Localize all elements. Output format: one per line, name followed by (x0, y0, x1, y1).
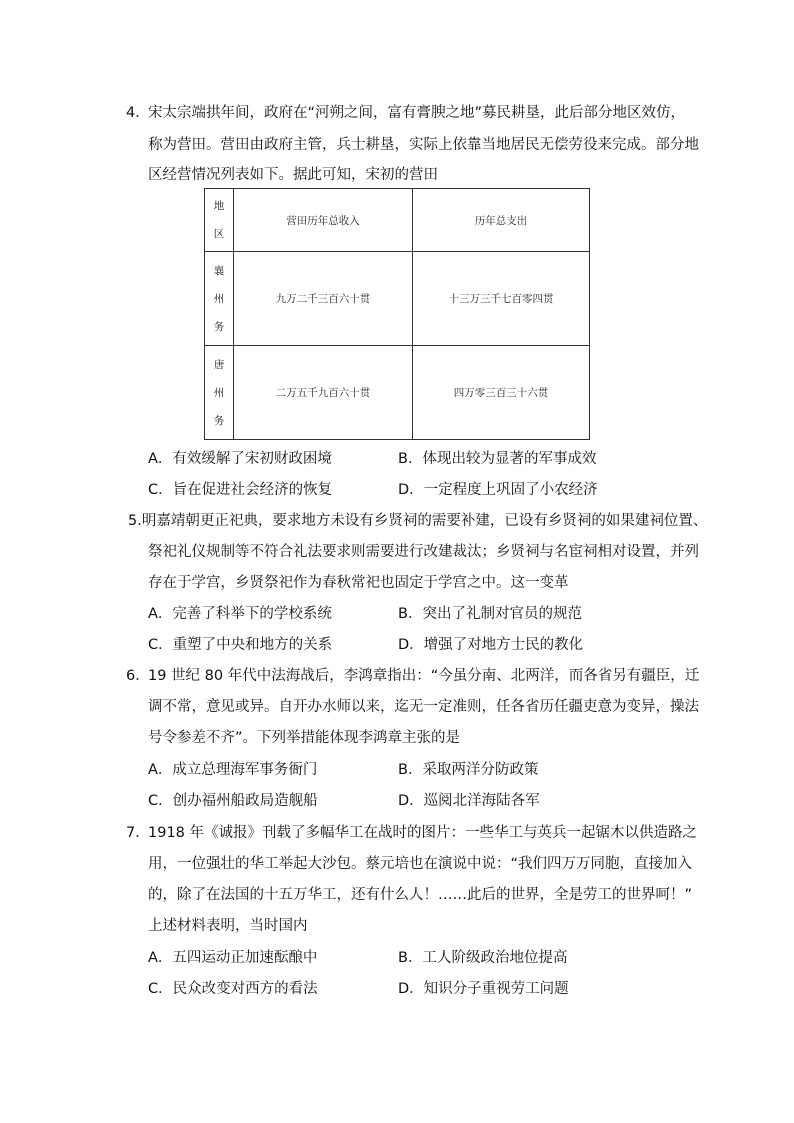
table-row (205, 252, 590, 346)
question-4-option-a[interactable]: A．有效缓解了宋初财政困境 (148, 451, 332, 467)
question-7-line-2: 用，一位强壮的华工举起大沙包。蔡元培也在演说中说：“我们四万万同胞，直接加入 (148, 856, 693, 872)
question-6-option-b[interactable]: B．采取两洋分防政策 (398, 762, 539, 778)
question-7-line-4: 上述材料表明，当时国内 (148, 918, 308, 934)
question-4-option-c[interactable]: C．旨在促进社会经济的恢复 (148, 482, 333, 498)
question-4-option-d[interactable]: D．一定程度上巩固了小农经济 (398, 482, 598, 498)
question-5-option-c[interactable]: C．重塑了中央和地方的关系 (148, 637, 333, 653)
question-5-option-b[interactable]: B．突出了礼制对官员的规范 (398, 606, 582, 622)
question-4-table (204, 188, 590, 440)
table-cell-region: 襄州务 (205, 252, 234, 346)
question-7-line-3: 的，除了在法国的十五万华工，还有什么人！……此后的世界，全是劳工的世界呵！” (148, 887, 693, 903)
table-header-expense: 历年总支出 (413, 189, 590, 252)
question-6-option-c[interactable]: C．创办福州船政局造舰船 (148, 793, 318, 809)
question-6-line-1: 19 世纪 80 年代中法海战后，李鸿章指出：“今虽分南、北两洋，而各省另有疆臣，迁 (148, 668, 700, 684)
question-7-option-c[interactable]: C．民众改变对西方的看法 (148, 981, 318, 997)
question-4-option-b[interactable]: B．体现出较为显著的军事成效 (398, 451, 597, 467)
question-5-line-1: 5.明嘉靖朝更正祀典，要求地方未设有乡贤祠的需要补建，已设有乡贤祠的如果建祠位置、 (128, 513, 708, 529)
question-7-line-1: 1918 年《诚报》刊载了多幅华工在战时的图片：一些华工与英兵一起锯木以供造路之 (148, 825, 698, 841)
question-5-line-3: 存在于学宫，乡贤祭祀作为春秋常祀也固定于学宫之中。这一变革 (148, 575, 569, 591)
question-6-option-a[interactable]: A．成立总理海军事务衙门 (148, 762, 318, 778)
question-5-option-a[interactable]: A．完善了科举下的学校系统 (148, 606, 332, 622)
table-header-income: 营田历年总收入 (234, 189, 413, 252)
question-4-line-3: 区经营情况列表如下。据此可知，宋初的营田 (148, 167, 438, 183)
question-5-option-d[interactable]: D．增强了对地方士民的教化 (398, 637, 584, 653)
table-header-region: 地区 (205, 189, 234, 252)
question-4-number: 4． (126, 105, 150, 121)
question-7-option-d[interactable]: D．知识分子重视劳工问题 (398, 981, 569, 997)
question-4-line-2: 称为营田。营田由政府主管，兵士耕垦，实际上依靠当地居民无偿劳役来完成。部分地 (148, 137, 699, 153)
question-7-option-b[interactable]: B．工人阶级政治地位提高 (398, 950, 568, 966)
question-6-number: 6． (126, 668, 150, 684)
question-6-line-2: 调不常，意见或异。自开办水师以来，迄无一定准则，任各省历任疆吏意为变异，操法 (148, 699, 699, 715)
question-6-line-3: 号令参差不齐”。下列举措能体现李鸿章主张的是 (148, 730, 461, 746)
table-cell-region: 唐州务 (205, 346, 234, 440)
table-cell-income: 二万五千九百六十贯 (234, 346, 413, 440)
table-cell-expense: 四万零三百三十六贯 (413, 346, 590, 440)
question-5-line-2: 祭祀礼仪规制等不符合礼法要求则需要进行改建裁汰；乡贤祠与名宦祠相对设置，并列 (148, 544, 699, 560)
table-cell-expense: 十三万三千七百零四贯 (413, 252, 590, 346)
table-cell-income: 九万二千三百六十贯 (234, 252, 413, 346)
table-row (205, 346, 590, 440)
question-7-number: 7． (126, 825, 150, 841)
question-7-option-a[interactable]: A．五四运动正加速酝酿中 (148, 950, 318, 966)
question-6-option-d[interactable]: D．巡阅北洋海陆各军 (398, 793, 540, 809)
question-4-line-1: 宋太宗端拱年间，政府在“河朔之间，富有膏腴之地”募民耕垦，此后部分地区效仿， (148, 105, 686, 121)
